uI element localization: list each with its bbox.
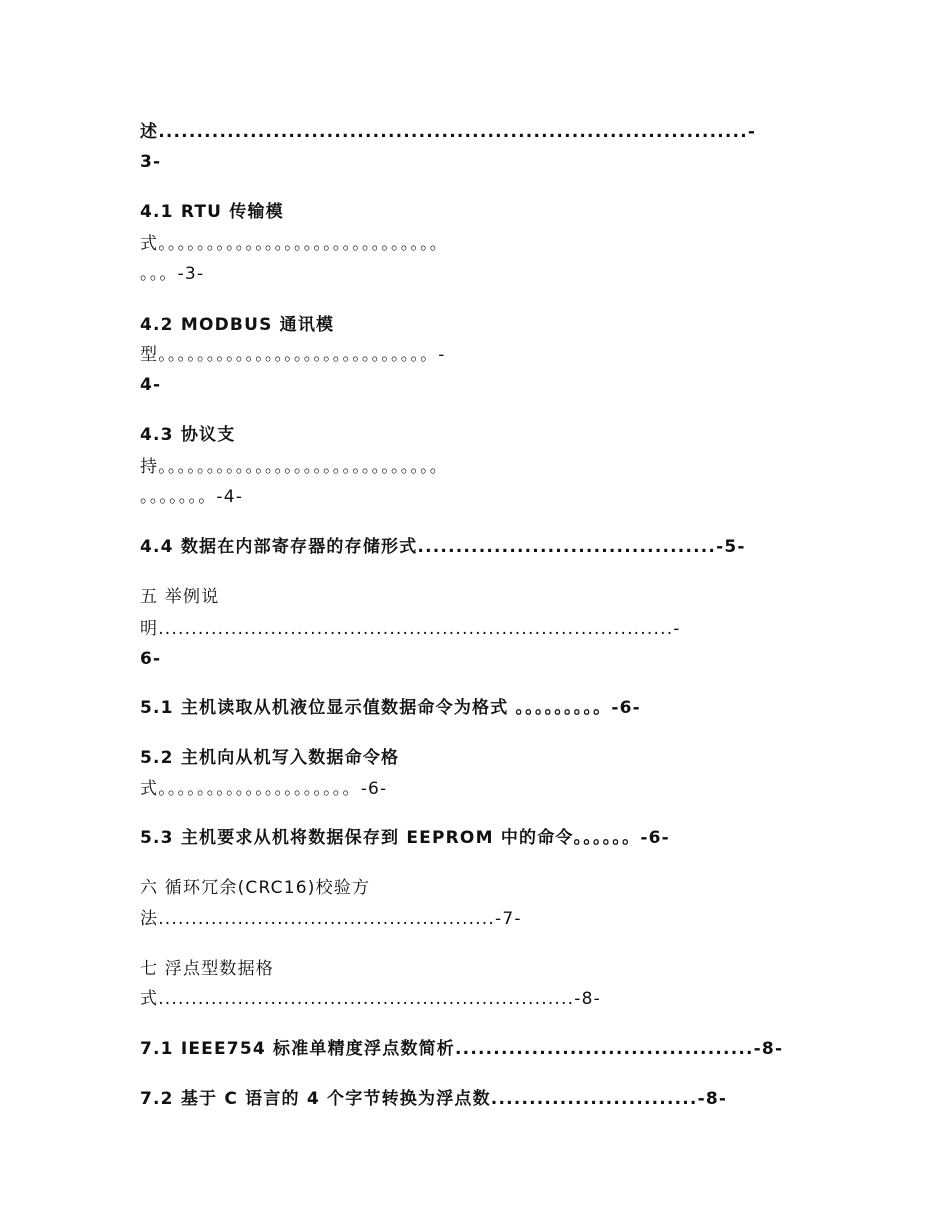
toc-line: 4-: [140, 375, 162, 395]
toc-line: 七 浮点型数据格: [140, 959, 275, 979]
toc-line: 五 举例说: [140, 587, 220, 607]
toc-line: 4.1 RTU 传输模: [140, 202, 284, 222]
toc-line: 4.3 协议支: [140, 425, 236, 445]
toc-line: 6-: [140, 649, 162, 669]
toc-line: 。。。-3-: [140, 264, 205, 284]
toc-line: 4.4 数据在内部寄存器的存储形式.......................................-5-: [140, 537, 746, 557]
toc-line: 明..............................................................................-: [140, 619, 681, 639]
toc-line: 六 循环冗余(CRC16)校验方: [140, 878, 371, 898]
toc-line: 7.2 基于 C 语言的 4 个字节转换为浮点数...........................-8-: [140, 1089, 728, 1109]
toc-line: 3-: [140, 152, 162, 172]
toc-line: 持。。。。。。。。。。。。。。。。。。。。。。。。。。。。。: [140, 457, 448, 477]
toc-line: 式。。。。。。。。。。。。。。。。。。。。。。。。。。。。。: [140, 234, 448, 254]
toc-line: 5.1 主机读取从机液位显示值数据命令为格式 。。。。。。。。。-6-: [140, 698, 641, 718]
toc-line: 7.1 IEEE754 标准单精度浮点数简析.......................................-8-: [140, 1039, 784, 1059]
toc-line: 5.3 主机要求从机将数据保存到 EEPROM 中的命令。。。。。。-6-: [140, 828, 670, 848]
toc-line: 4.2 MODBUS 通讯模: [140, 315, 335, 335]
toc-line: 述.............................................................................-: [140, 122, 757, 142]
toc-line: 式。。。。。。。。。。。。。。。。。。。。-6-: [140, 779, 388, 799]
toc-line: 式...............................................................-8-: [140, 989, 601, 1009]
toc-line: 5.2 主机向从机写入数据命令格: [140, 748, 400, 768]
toc-line: 型。。。。。。。。。。。。。。。。。。。。。。。。。。。。-: [140, 345, 446, 365]
toc-line: 。。。。。。。-4-: [140, 487, 244, 507]
toc-line: 法...................................................-7-: [140, 909, 522, 929]
